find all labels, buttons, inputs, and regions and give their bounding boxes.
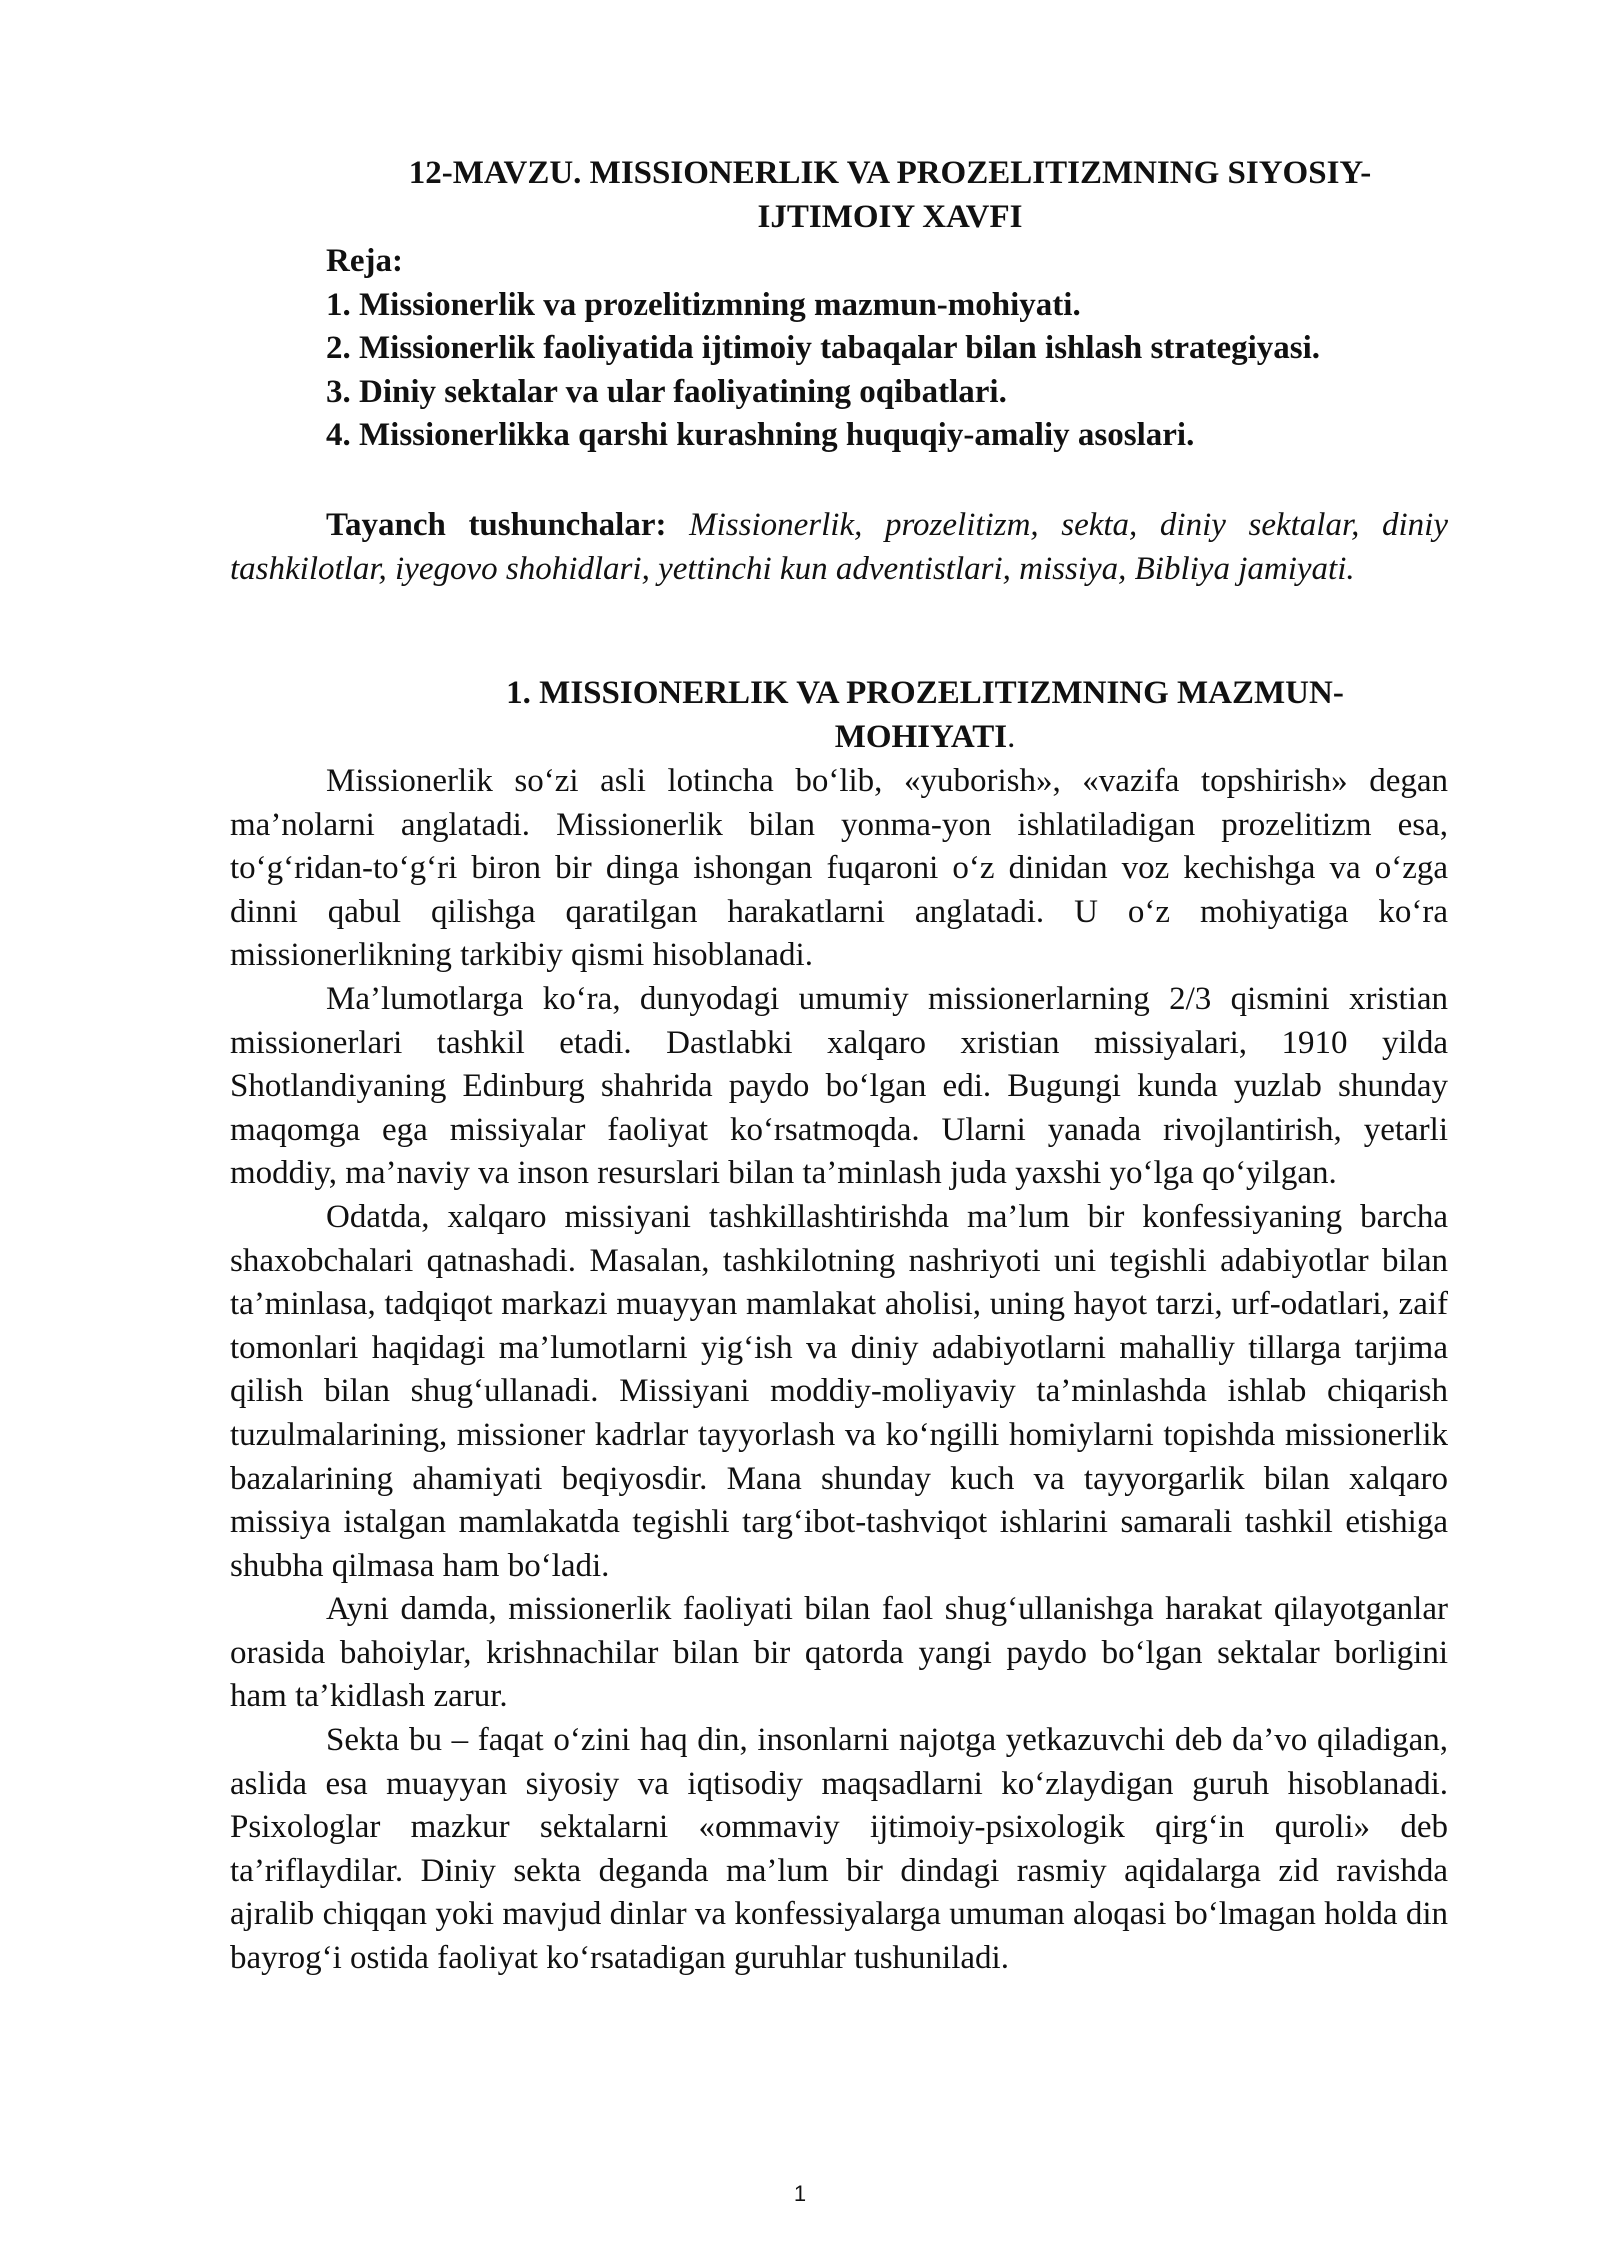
document-title bbox=[300, 152, 1480, 239]
plan-item: 3. Diniy sektalar va ular faoliyatining oqibatlari. bbox=[326, 373, 1007, 410]
paragraph: Ma’lumotlarga ko‘ra, dunyodagi umumiy missionerlarning 2/3 qismini xristian missionerlari tashkil etadi. Dastlabki xalqaro xristian missiyalari, 1910 yilda Shotlandiyaning Edinburg shahrida paydo bo‘lgan edi. Bugungi kunda yuzlab shunday maqomga ega missiyalar faoliyat ko‘rsatmoqda. Ularni yanada rivojlantirish, yetarli moddiy, ma’naviy va inson resurslari bilan ta’minlash juda yaxshi yo‘lga qo‘yilgan. bbox=[230, 980, 1448, 1192]
plan-item: 1. Missionerlik va prozelitizmning mazmun-mohiyati. bbox=[326, 286, 1081, 323]
section-title-dot: . bbox=[1007, 718, 1016, 755]
plan-heading: Reja: bbox=[326, 243, 403, 279]
title-line-2: IJTIMOIY XAVFI bbox=[757, 198, 1023, 235]
section-title bbox=[360, 672, 1490, 759]
keywords-text: Missionerlik, prozelitizm, sekta, diniy sektalar, diniy tashkilotlar, iyegovo shohidlari, yettinchi kun adventistlari, missiya, Bibliya jamiyati. bbox=[230, 507, 1448, 587]
paragraph: Sekta bu – faqat o‘zini haq din, insonlarni najotga yetkazuvchi deb da’vo qiladigan, aslida esa muayyan siyosiy va iqtisodiy maqsadlarni ko‘zlaydigan guruh hisoblanadi. Psixologlar mazkur sektalarni «ommaviy ijtimoiy-psixologik qirg‘in quroli» deb ta’riflaydilar. Diniy sekta deganda ma’lum bir dindagi rasmiy aqidalarga zid ravishda ajralib chiqqan yoki mavjud dinlar va konfessiyalarga umuman aloqasi bo‘lmagan holda din bayrog‘i ostida faoliyat ko‘rsatadigan guruhlar tushuniladi. bbox=[230, 1722, 1448, 1977]
section-title-line-1: 1. MISSIONERLIK VA PROZELITIZMNING MAZMUN- bbox=[506, 675, 1344, 711]
title-line-1: 12-MAVZU. MISSIONERLIK VA PROZELITIZMNING SIYOSIY- bbox=[408, 155, 1372, 191]
paragraph: Odatda, xalqaro missiyani tashkillashtirishda ma’lum bir konfessiyaning barcha shaxobchalari qatnashadi. Masalan, tashkilotning nashriyoti uni tegishli adabiyotlar bilan ta’minlasa, tadqiqot markazi muayyan mamlakat aholisi, uning hayot tarzi, urf-odatlari, zaif tomonlari haqidagi ma’lumotlarni yig‘ish va diniy adabiyotlarni mahalliy tillarga tarjima qilish bilan shug‘ullanadi. Missiyani moddiy-moliyaviy ta’minlashda ishlab chiqarish tuzulmalarining, missioner kadrlar tayyorlash va ko‘ngilli homiylarni topishda missionerlik bazalarining ahamiyati beqiyosdir. Mana shunday kuch va tayyorgarlik bilan xalqaro missiya istalgan mamlakatda tegishli targ‘ibot-tashviqot ishlarini samarali tashkil etishiga shubha qilmasa ham bo‘ladi. bbox=[230, 1198, 1448, 1584]
keywords-label: Tayanch tushunchalar: bbox=[326, 507, 667, 543]
section-title-line-2: MOHIYATI bbox=[834, 718, 1008, 755]
keywords-block bbox=[230, 504, 1448, 591]
plan-item: 4. Missionerlikka qarshi kurashning huquqiy-amaliy asoslari. bbox=[326, 417, 1195, 454]
page-number: 1 bbox=[793, 2181, 807, 2206]
paragraph: Ayni damda, missionerlik faoliyati bilan faol shug‘ullanishga harakat qilayotganlar orasida bahoiylar, krishnachilar bilan bir qatorda yangi paydo bo‘lgan sektalar borligini ham ta’kidlash zarur. bbox=[230, 1591, 1448, 1715]
paragraph: Missionerlik so‘zi asli lotincha bo‘lib, «yuborish», «vazifa topshirish» degan ma’nolarni anglatadi. Missionerlik bilan yonma-yon ishlatiladigan prozelitizm esa, to‘g‘ridan-to‘g‘ri biron bir dinga ishongan fuqaroni o‘z dinidan voz kechishga va o‘zga dinni qabul qilishga qaratilgan harakatlarni anglatadi. U o‘z mohiyatiga ko‘ra missionerlikning tarkibiy qismi hisoblanadi. bbox=[230, 763, 1448, 974]
plan-item: 2. Missionerlik faoliyatida ijtimoiy tabaqalar bilan ishlash strategiyasi. bbox=[326, 330, 1321, 367]
plan-list bbox=[326, 240, 1526, 458]
section-body bbox=[230, 760, 1448, 1981]
